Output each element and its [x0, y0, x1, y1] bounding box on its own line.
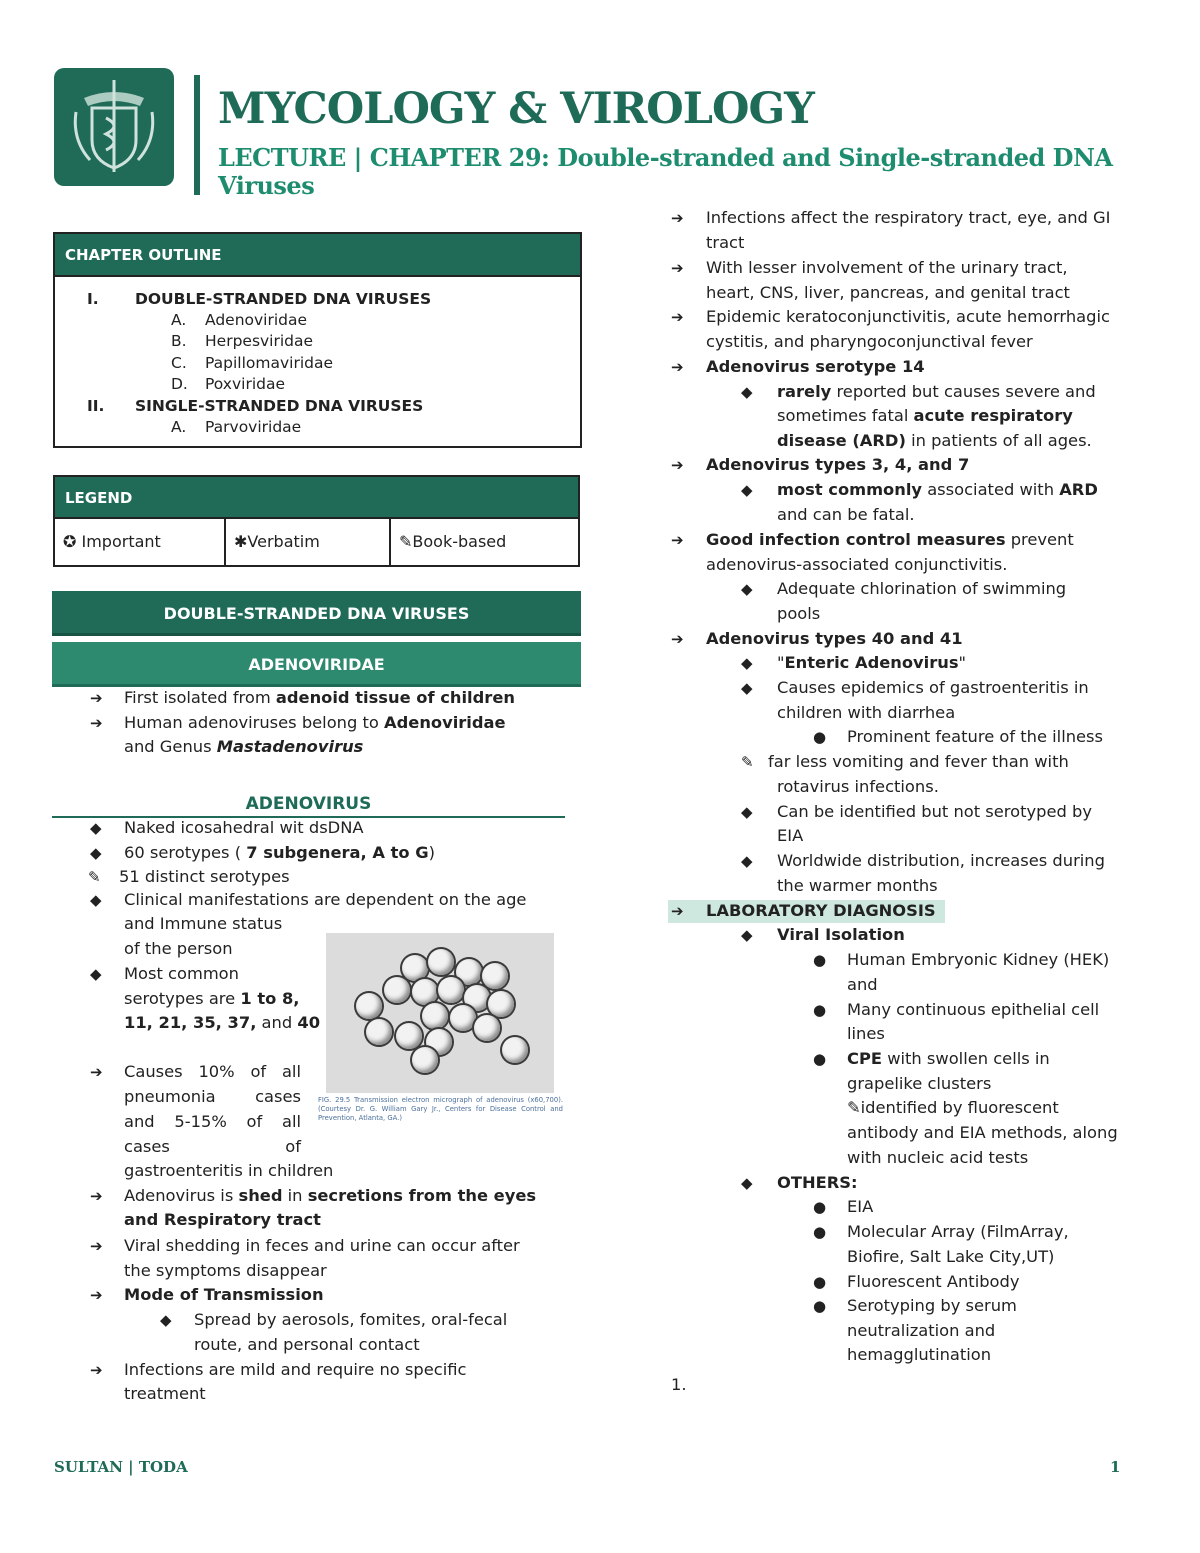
- circle-bullet-icon: ●: [813, 1273, 827, 1291]
- outline-item-marker: A.: [171, 418, 187, 436]
- list-item: Adenovirus is shed in secretions from the eyes: [124, 1186, 537, 1205]
- page-subtitle: LECTURE | CHAPTER 29: Double-stranded and Single-stranded DNA Viruses: [218, 143, 1113, 200]
- list-item: EIA: [847, 1197, 874, 1216]
- list-item: Human Embryonic Kidney (HEK): [847, 950, 1110, 969]
- list-item-continuation: antibody and EIA methods, along: [847, 1123, 1118, 1142]
- list-item-continuation: hemagglutination: [847, 1345, 992, 1364]
- page-number: 1: [1110, 1458, 1121, 1476]
- list-item: Clinical manifestations are dependent on the age: [124, 890, 527, 909]
- diamond-bullet-icon: ◆: [741, 803, 753, 821]
- diamond-bullet-icon: ◆: [90, 844, 102, 862]
- list-item: 51 distinct serotypes: [119, 867, 290, 886]
- arrow-icon: ➔: [90, 689, 103, 707]
- list-item-continuation: route, and personal contact: [194, 1335, 420, 1354]
- figure-caption: FIG. 29.5 Transmission electron micrograph of adenovirus (x60,700). (Courtesy Dr. G. William Gary Jr., Centers for Disease Control and Prevention, Atlanta, GA.): [318, 1096, 563, 1122]
- arrow-icon: ➔: [671, 358, 684, 376]
- list-item: Naked icosahedral wit dsDNA: [124, 818, 364, 837]
- pencil-icon: ✎: [741, 753, 754, 771]
- caduceus-shield-icon: [54, 68, 174, 186]
- legend-book-based: ✎Book-based: [399, 532, 507, 551]
- diamond-bullet-icon: ◆: [90, 965, 102, 983]
- list-item: Adenovirus types 40 and 41: [706, 629, 963, 648]
- list-item-continuation: and Immune status: [124, 914, 283, 933]
- diamond-bullet-icon: ◆: [741, 580, 753, 598]
- outline-item-label: Adenoviridae: [205, 311, 308, 329]
- list-item-continuation: grapelike clusters: [847, 1074, 992, 1093]
- footer-authors: SULTAN | TODA: [54, 1458, 188, 1476]
- outline-item-marker: C.: [171, 354, 187, 372]
- list-item-continuation: tract: [706, 233, 745, 252]
- list-item: Many continuous epithelial cell: [847, 1000, 1100, 1019]
- list-item: CPE with swollen cells in: [847, 1049, 1050, 1068]
- list-item-continuation: pools: [777, 604, 821, 623]
- arrow-icon: ➔: [671, 308, 684, 326]
- list-item: Viral Isolation: [777, 925, 905, 944]
- circle-bullet-icon: ●: [813, 951, 827, 969]
- arrow-icon: ➔: [671, 630, 684, 648]
- outline-item-label: Poxviridae: [205, 375, 286, 393]
- circle-bullet-icon: ●: [813, 1050, 827, 1068]
- diamond-bullet-icon: ◆: [741, 852, 753, 870]
- list-item-continuation: disease (ARD) in patients of all ages.: [777, 431, 1092, 450]
- list-item-continuation: rotavirus infections.: [777, 777, 939, 796]
- outline-item-marker: D.: [171, 375, 188, 393]
- list-item: Infections are mild and require no specific: [124, 1360, 467, 1379]
- list-item-continuation: serotypes are 1 to 8,: [124, 989, 300, 1008]
- list-item-continuation: 11, 21, 35, 37, and 40: [124, 1013, 321, 1032]
- outline-item-label: Papillomaviridae: [205, 354, 334, 372]
- list-item-continuation: and can be fatal.: [777, 505, 915, 524]
- list-item: Causes epidemics of gastroenteritis in: [777, 678, 1089, 697]
- list-item-continuation: pneumonia cases: [124, 1087, 301, 1106]
- diamond-bullet-icon: ◆: [90, 891, 102, 909]
- logo: [54, 68, 174, 186]
- arrow-icon: ➔: [671, 902, 684, 920]
- arrow-icon: ➔: [671, 259, 684, 277]
- arrow-icon: ➔: [671, 209, 684, 227]
- list-item: Good infection control measures prevent: [706, 530, 1074, 549]
- page-title: MYCOLOGY & VIROLOGY: [218, 84, 814, 134]
- legend-important: ✪ Important: [55, 519, 226, 565]
- list-item: Most common: [124, 964, 239, 983]
- chapter-outline-box: [53, 232, 582, 448]
- list-item-continuation: Biofire, Salt Lake City,UT): [847, 1247, 1055, 1266]
- list-item: First isolated from adenoid tissue of children: [124, 688, 515, 707]
- outline-item-marker: B.: [171, 332, 187, 350]
- list-item-continuation: the symptoms disappear: [124, 1261, 327, 1280]
- circle-bullet-icon: ●: [813, 1297, 827, 1315]
- arrow-icon: ➔: [90, 1063, 103, 1081]
- list-item: Worldwide distribution, increases during: [777, 851, 1105, 870]
- list-item-continuation: treatment: [124, 1384, 206, 1403]
- legend-box: [53, 475, 580, 567]
- list-item: Epidemic keratoconjunctivitis, acute hemorrhagic: [706, 307, 1110, 326]
- list-item-continuation: with nucleic acid tests: [847, 1148, 1029, 1167]
- list-item-continuation: and: [847, 975, 878, 994]
- arrow-icon: ➔: [90, 714, 103, 732]
- list-item: With lesser involvement of the urinary tract,: [706, 258, 1068, 277]
- list-item: Fluorescent Antibody: [847, 1272, 1020, 1291]
- outline-item-label: SINGLE-STRANDED DNA VIRUSES: [135, 397, 424, 415]
- outline-item-label: DOUBLE-STRANDED DNA VIRUSES: [135, 290, 432, 308]
- list-item: Adequate chlorination of swimming: [777, 579, 1067, 598]
- list-item-continuation: and Respiratory tract: [124, 1210, 321, 1229]
- arrow-icon: ➔: [90, 1237, 103, 1255]
- list-number: 1.: [671, 1375, 687, 1394]
- section-banner-adenoviridae: ADENOVIRIDAE: [52, 642, 581, 687]
- lab-diagnosis-heading: LABORATORY DIAGNOSIS: [706, 901, 936, 920]
- list-item-continuation: ✎identified by fluorescent: [847, 1098, 1059, 1117]
- list-item-continuation: adenovirus-associated conjunctivitis.: [706, 555, 1008, 574]
- list-item: Viral shedding in feces and urine can occur after: [124, 1236, 520, 1255]
- list-item: far less vomiting and fever than with: [768, 752, 1069, 771]
- list-item-continuation: and 5-15% of all: [124, 1112, 301, 1131]
- list-item-continuation: heart, CNS, liver, pancreas, and genital tract: [706, 283, 1070, 302]
- circle-bullet-icon: ●: [813, 1198, 827, 1216]
- list-item: Serotyping by serum: [847, 1296, 1017, 1315]
- list-item-continuation: sometimes fatal acute respiratory: [777, 406, 1073, 425]
- outline-item-marker: A.: [171, 311, 187, 329]
- list-item-continuation: of the person: [124, 939, 233, 958]
- header-divider: [194, 75, 200, 195]
- diamond-bullet-icon: ◆: [90, 819, 102, 837]
- adenovirus-heading: ADENOVIRUS: [52, 792, 565, 818]
- arrow-icon: ➔: [671, 531, 684, 549]
- list-item: Spread by aerosols, fomites, oral-fecal: [194, 1310, 508, 1329]
- list-item: OTHERS:: [777, 1173, 858, 1192]
- pencil-icon: ✎: [88, 868, 101, 886]
- list-item-continuation: and Genus Mastadenovirus: [124, 737, 364, 756]
- diamond-bullet-icon: ◆: [741, 679, 753, 697]
- list-item: Infections affect the respiratory tract, eye, and GI: [706, 208, 1111, 227]
- chapter-outline-heading: CHAPTER OUTLINE: [55, 234, 580, 277]
- list-item-continuation: EIA: [777, 826, 804, 845]
- outline-item: I.: [87, 290, 99, 308]
- circle-bullet-icon: ●: [813, 1223, 827, 1241]
- list-item: "Enteric Adenovirus": [777, 653, 967, 672]
- outline-item-label: Herpesviridae: [205, 332, 314, 350]
- outline-item-label: Parvoviridae: [205, 418, 302, 436]
- diamond-bullet-icon: ◆: [741, 926, 753, 944]
- list-item-continuation: cases of: [124, 1137, 301, 1156]
- circle-bullet-icon: ●: [813, 728, 827, 746]
- list-item: Can be identified but not serotyped by: [777, 802, 1092, 821]
- arrow-icon: ➔: [671, 456, 684, 474]
- section-banner-dsdna: DOUBLE-STRANDED DNA VIRUSES: [52, 591, 581, 636]
- list-item-continuation: neutralization and: [847, 1321, 996, 1340]
- diamond-bullet-icon: ◆: [741, 654, 753, 672]
- circle-bullet-icon: ●: [813, 1001, 827, 1019]
- pencil-icon: ✎: [847, 1098, 861, 1117]
- list-item: Adenovirus types 3, 4, and 7: [706, 455, 970, 474]
- list-item: Human adenoviruses belong to Adenoviridae: [124, 713, 506, 732]
- list-item: Causes 10% of all: [124, 1062, 301, 1081]
- list-item: Adenovirus serotype 14: [706, 357, 925, 376]
- list-item-continuation: children with diarrhea: [777, 703, 956, 722]
- list-item-continuation: gastroenteritis in children: [124, 1161, 334, 1180]
- list-item: 60 serotypes ( 7 subgenera, A to G): [124, 843, 436, 862]
- arrow-icon: ➔: [90, 1187, 103, 1205]
- list-item-continuation: lines: [847, 1024, 885, 1043]
- diamond-bullet-icon: ◆: [741, 1174, 753, 1192]
- arrow-icon: ➔: [90, 1361, 103, 1379]
- arrow-icon: ➔: [90, 1286, 103, 1304]
- list-item-continuation: cystitis, and pharyngoconjunctival fever: [706, 332, 1033, 351]
- legend-verbatim: ✱Verbatim: [226, 519, 391, 565]
- diamond-bullet-icon: ◆: [741, 383, 753, 401]
- legend-heading: LEGEND: [55, 477, 578, 519]
- list-item: rarely reported but causes severe and: [777, 382, 1096, 401]
- adenovirus-micrograph: [326, 933, 554, 1093]
- list-item: Mode of Transmission: [124, 1285, 324, 1304]
- list-item: most commonly associated with ARD: [777, 480, 1098, 499]
- list-item-continuation: the warmer months: [777, 876, 938, 895]
- outline-item-marker: II.: [87, 397, 105, 415]
- list-item: Molecular Array (FilmArray,: [847, 1222, 1069, 1241]
- diamond-bullet-icon: ◆: [160, 1311, 172, 1329]
- list-item: Prominent feature of the illness: [847, 727, 1104, 746]
- diamond-bullet-icon: ◆: [741, 481, 753, 499]
